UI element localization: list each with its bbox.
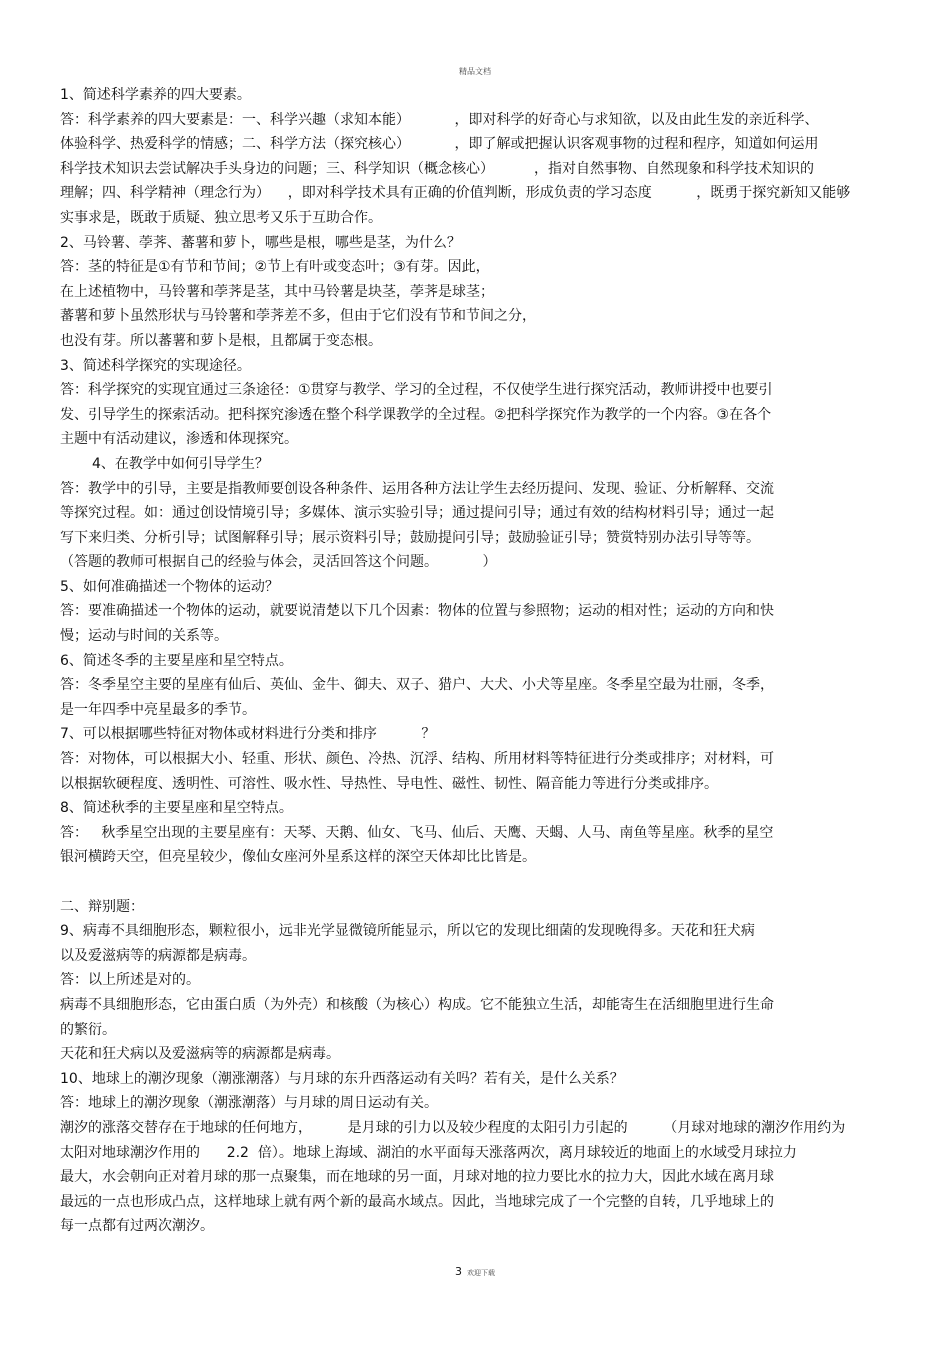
question-heading: 7、可以根据哪些特征对物体或材料进行分类和排序 ？ (60, 726, 436, 743)
answer-line: 答：教学中的引导，主要是指教师要创设各种条件、运用各种方法让学生去经历提问、发现、验证、分析解释、交流 (60, 480, 774, 497)
question-heading: 4、在教学中如何引导学生？ (92, 455, 269, 472)
question-heading: 9、病毒不具细胞形态，颗粒很小，远非光学显微镜所能显示，所以它的发现比细菌的发现晚得多。天花和狂犬病 (60, 923, 755, 940)
question-heading: 10、地球上的潮汐现象（潮涨潮落）与月球的东升西落运动有关吗？若有关，是什么关系？ (60, 1070, 624, 1087)
answer-line: 答：以上所述是对的。 (60, 972, 200, 989)
page-footer (0, 1260, 950, 1279)
answer-line: 也没有芽。所以蕃薯和萝卜是根，且都属于变态根。 (60, 332, 382, 349)
question-heading: 3、简述科学探究的实现途径。 (60, 357, 251, 374)
answer-line: 答：地球上的潮汐现象（潮涨潮落）与月球的周日运动有关。 (60, 1095, 438, 1112)
question-heading: 1、简述科学素养的四大要素。 (60, 87, 251, 103)
question-heading: 6、简述冬季的主要星座和星空特点。 (60, 652, 293, 669)
answer-line: 答：要准确描述一个物体的运动，就要说清楚以下几个因素：物体的位置与参照物；运动的相对性；运动的方向和快 (60, 603, 774, 620)
answer-line: 答：茎的特征是①有节和节间；②节上有叶或变态叶；③有芽。因此， (60, 259, 490, 276)
answer-line: 是一年四季中亮星最多的季节。 (60, 701, 256, 718)
answer-line: 主题中有活动建议，渗透和体现探究。 (60, 431, 298, 448)
header-watermark: 精品文档 (459, 67, 491, 76)
answer-line: 体验科学、热爱科学的情感；二、科学方法（探究核心） ，即了解或把握认识客观事物的过程和程序，知道如何运用 (60, 136, 819, 153)
answer-line: 银河横跨天空，但亮星较少，像仙女座河外星系这样的深空天体却比比皆是。 (60, 849, 536, 866)
answer-line: 科学技术知识去尝试解决手头身边的问题；三、科学知识（概念核心） ，指对自然事物、自然现象和科学技术知识的 (60, 160, 815, 177)
question-heading: 5、如何准确描述一个物体的运动？ (60, 578, 279, 595)
answer-line: 答：冬季星空主要的星座有仙后、英仙、金牛、御夫、双子、猎户、大犬、小犬等星座。冬季星空最为壮丽，冬季， (60, 677, 774, 694)
answer-line: 答：科学探究的实现宜通过三条途径：①贯穿与教学、学习的全过程，不仅使学生进行探究活动，教师讲授中也要引 (60, 382, 773, 399)
answer-line: 答： 秋季星空出现的主要星座有：天琴、天鹅、仙女、飞马、仙后、天鹰、天蝎、人马、南鱼等星座。秋季的星空 (60, 824, 774, 841)
document-body (60, 83, 890, 1239)
question-heading: 2、马铃薯、荸荠、蕃薯和萝卜，哪些是根，哪些是茎，为什么？ (60, 234, 461, 251)
answer-line: 的繁衍。 (60, 1021, 116, 1038)
section-heading: 二、辩别题： (60, 898, 144, 915)
answer-line: 慢；运动与时间的关系等。 (60, 628, 228, 645)
question-heading: 8、简述秋季的主要星座和星空特点。 (60, 800, 293, 817)
answer-line: 答：科学素养的四大要素是：一、科学兴趣（求知本能） ，即对科学的好奇心与求知欲，以及由此生发的亲近科学、 (60, 111, 819, 128)
answer-line: 最远的一点也形成凸点，这样地球上就有两个新的最高水域点。因此，当地球完成了一个完整的自转，几乎地球上的 (60, 1193, 774, 1210)
answer-note: （答题的教师可根据自己的经验与体会，灵活回答这个问题。 ） (60, 554, 497, 571)
answer-line: 写下来归类、分析引导；试图解释引导；展示资料引导；鼓励提问引导；鼓励验证引导；赞赏特别办法引导等等。 (60, 529, 760, 546)
footer-text: 欢迎下载 (467, 1269, 496, 1277)
answer-line: 实事求是，既敢于质疑、独立思考又乐于互助合作。 (60, 209, 382, 226)
blank-line (60, 870, 890, 895)
answer-line: 等探究过程。如：通过创设情境引导；多媒体、演示实验引导；通过提问引导；通过有效的结构材料引导；通过一起 (60, 505, 774, 522)
answer-line: 发、引导学生的探索活动。把科探究渗透在整个科学课教学的全过程。②把科学探究作为教学的一个内容。③在各个 (60, 406, 772, 423)
answer-line: 病毒不具细胞形态，它由蛋白质（为外壳）和核酸（为核心）构成。它不能独立生活，却能寄生在活细胞里进行生命 (60, 996, 774, 1013)
answer-line: 以根据软硬程度、透明性、可溶性、吸水性、导热性、导电性、磁性、韧性、隔音能力等进行分类或排序。 (60, 775, 718, 792)
answer-line: 在上述植物中，马铃薯和荸荠是茎，其中马铃薯是块茎，荸荠是球茎； (60, 283, 494, 300)
answer-line: 理解；四、科学精神（理念行为） ，即对科学技术具有正确的价值判断，形成负责的学习态度 ，既勇于探究新知又能够 (60, 185, 851, 202)
answer-line: 每一点都有过两次潮汐。 (60, 1218, 214, 1235)
answer-line: 天花和狂犬病以及爱滋病等的病源都是病毒。 (60, 1046, 340, 1063)
answer-line: 最大，水会朝向正对着月球的那一点聚集，而在地球的另一面，月球对地的拉力要比水的拉力大，因此水域在离月球 (60, 1169, 774, 1186)
answer-line: 潮汐的涨落交替存在于地球的任何地方， 是月球的引力以及较少程度的太阳引力引起的 （月球对地球的潮汐作用约为 (60, 1119, 846, 1136)
answer-line: 答：对物体，可以根据大小、轻重、形状、颜色、冷热、沉浮、结构、所用材料等特征进行分类或排序；对材料，可 (60, 751, 774, 768)
page-number: 3 (454, 1265, 462, 1278)
answer-line: 蕃薯和萝卜虽然形状与马铃薯和荸荠差不多，但由于它们没有节和节间之分， (60, 308, 536, 325)
question-heading: 以及爱滋病等的病源都是病毒。 (60, 947, 256, 964)
answer-line: 太阳对地球潮汐作用的 2.2 倍）。地球上海域、湖泊的水平面每天涨落两次，离月球较近的地面上的水域受月球拉力 (60, 1144, 797, 1161)
